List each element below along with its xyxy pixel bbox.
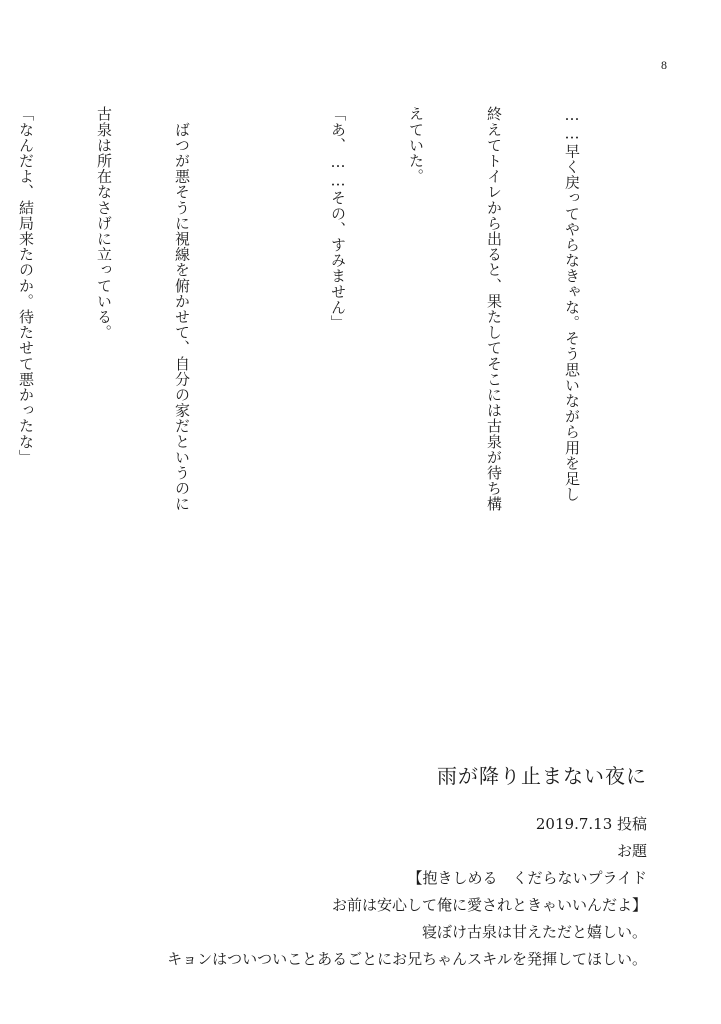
author-note: 寝ぼけ古泉は甘えただと嬉しい。 (421, 923, 647, 941)
prompt-line: 【抱きしめる くだらないプライド (407, 869, 647, 887)
body-line: えていた。 (407, 106, 425, 184)
prompt-line: お前は安心して俺に愛されときゃいいんだよ】 (331, 896, 647, 914)
body-line: ……早く戻ってやらなきゃな。そう思いながら用を足し (563, 106, 581, 502)
body-line (247, 106, 273, 576)
story-body (17, 106, 637, 576)
page-number: 8 (661, 58, 667, 72)
afterword-block (167, 760, 647, 973)
author-note: キョンはついついことあるごとにお兄ちゃんスキルを発揮してほしい。 (167, 950, 647, 968)
posted-date: 2019.7.13 投稿 (535, 815, 647, 833)
prompt-label: お題 (616, 842, 647, 860)
body-line: 終えてトイレから出ると、果たしてそこには古泉が待ち構 (485, 106, 503, 512)
body-line: 「なんだよ、結局来たのか。待たせて悪かったな」 (17, 106, 35, 465)
body-line: ばつが悪そうに視線を俯かせて、自分の家だというのに (173, 106, 191, 512)
body-line: 古泉は所在なさげに立っている。 (95, 106, 113, 340)
body-line: 「あ、……その、すみません」 (329, 106, 347, 331)
story-title: 雨が降り止まない夜に (437, 764, 647, 788)
